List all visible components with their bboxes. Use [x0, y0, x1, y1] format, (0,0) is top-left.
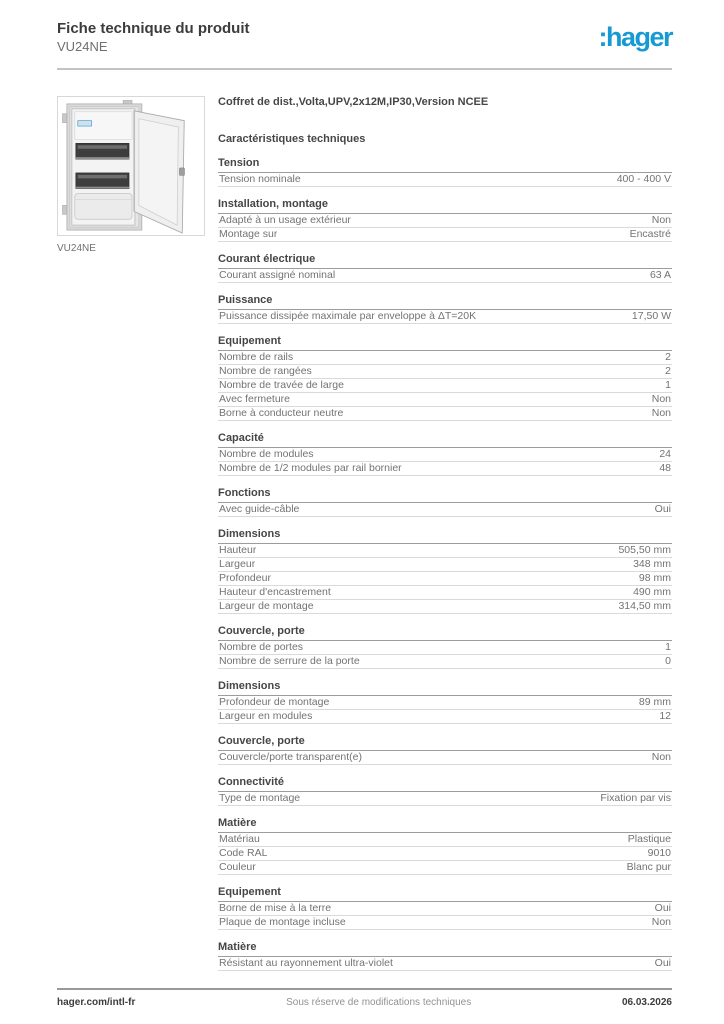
- spec-row: [218, 600, 672, 614]
- spec-label: Tension nominale: [219, 173, 301, 185]
- spec-label: Hauteur d'encastrement: [219, 586, 331, 598]
- spec-row: [218, 503, 672, 517]
- spec-label: Largeur de montage: [219, 600, 314, 612]
- spec-label: Plaque de montage incluse: [219, 916, 346, 928]
- spec-label: Matériau: [219, 833, 260, 845]
- spec-content: [218, 96, 672, 971]
- spec-section: [218, 253, 672, 283]
- spec-value: 24: [659, 448, 671, 460]
- spec-label: Nombre de portes: [219, 641, 304, 653]
- spec-label: Couvercle/porte transparent(e): [219, 751, 362, 763]
- spec-label: Nombre de rangées: [219, 365, 312, 377]
- spec-label: Type de montage: [219, 792, 301, 804]
- spec-row: [218, 407, 672, 421]
- spec-value: Fixation par vis: [600, 792, 671, 804]
- section-rows: [218, 641, 672, 669]
- spec-value: 314,50 mm: [618, 600, 671, 612]
- spec-section: [218, 335, 672, 421]
- spec-section: [218, 528, 672, 614]
- section-rows: [218, 269, 672, 283]
- spec-value: Oui: [654, 902, 671, 914]
- section-title: Equipement: [218, 886, 672, 902]
- spec-section: [218, 294, 672, 324]
- spec-row: [218, 379, 672, 393]
- section-title: Puissance: [218, 294, 672, 310]
- section-title: Matière: [218, 817, 672, 833]
- spec-value: Non: [651, 393, 671, 405]
- spec-row: [218, 710, 672, 724]
- section-rows: [218, 173, 672, 187]
- spec-value: Non: [651, 214, 671, 226]
- enclosure-illustration: [58, 97, 204, 235]
- spec-value: Plastique: [627, 833, 671, 845]
- spec-row: [218, 586, 672, 600]
- spec-label: Largeur: [219, 558, 256, 570]
- spec-label: Avec guide-câble: [219, 503, 300, 515]
- spec-value: Blanc pur: [626, 861, 671, 873]
- page-title: Fiche technique du produit: [57, 20, 250, 37]
- product-description: Coffret de dist.,Volta,UPV,2x12M,IP30,Version NCEE: [218, 96, 489, 108]
- section-title: Couvercle, porte: [218, 735, 672, 751]
- spec-label: Borne de mise à la terre: [219, 902, 332, 914]
- spec-section: [218, 886, 672, 930]
- spec-row: [218, 751, 672, 765]
- spec-label: Adapté à un usage extérieur: [219, 214, 351, 226]
- footer-website: hager.com/intl-fr: [57, 997, 136, 1008]
- spec-row: [218, 214, 672, 228]
- spec-row: [218, 916, 672, 930]
- spec-label: Profondeur: [219, 572, 271, 584]
- spec-value: 48: [659, 462, 671, 474]
- spec-row: [218, 173, 672, 187]
- spec-row: [218, 351, 672, 365]
- spec-row: [218, 269, 672, 283]
- spec-row: [218, 902, 672, 916]
- section-rows: [218, 792, 672, 806]
- spec-row: [218, 641, 672, 655]
- section-rows: [218, 957, 672, 971]
- section-title: Equipement: [218, 335, 672, 351]
- section-rows: [218, 214, 672, 242]
- spec-row: [218, 833, 672, 847]
- spec-value: 1: [665, 379, 671, 391]
- spec-row: [218, 847, 672, 861]
- spec-value: 12: [659, 710, 671, 722]
- spec-value: 17,50 W: [631, 310, 671, 322]
- spec-row: [218, 558, 672, 572]
- spec-row: [218, 365, 672, 379]
- section-title: Dimensions: [218, 680, 672, 696]
- spec-row: [218, 861, 672, 875]
- spec-section: [218, 680, 672, 724]
- section-title: Couvercle, porte: [218, 625, 672, 641]
- spec-label: Nombre de modules: [219, 448, 314, 460]
- spec-label: Montage sur: [219, 228, 278, 240]
- spec-value: Non: [651, 407, 671, 419]
- footer-date: 06.03.2026: [621, 997, 672, 1008]
- spec-row: [218, 792, 672, 806]
- spec-row: [218, 310, 672, 324]
- spec-row: [218, 655, 672, 669]
- section-rows: [218, 544, 672, 614]
- section-title: Matière: [218, 941, 672, 957]
- spec-value: Encastré: [629, 228, 671, 240]
- spec-row: [218, 228, 672, 242]
- spec-value: 490 mm: [633, 586, 671, 598]
- footer-disclaimer: Sous réserve de modifications techniques: [286, 997, 472, 1008]
- spec-row: [218, 957, 672, 971]
- spec-label: Nombre de 1/2 modules par rail bornier: [219, 462, 402, 474]
- spec-section: [218, 157, 672, 187]
- spec-value: 505,50 mm: [618, 544, 671, 556]
- spec-section: [218, 198, 672, 242]
- spec-label: Puissance dissipée maximale par enveloppe à ΔT=20K: [219, 310, 477, 322]
- spec-label: Nombre de serrure de la porte: [219, 655, 360, 667]
- spec-label: Largeur en modules: [219, 710, 313, 722]
- product-image-caption: VU24NE: [57, 243, 96, 254]
- spec-value: 0: [665, 655, 671, 667]
- spec-label: Hauteur: [219, 544, 257, 556]
- section-title: Installation, montage: [218, 198, 672, 214]
- section-rows: [218, 448, 672, 476]
- page-header: [57, 20, 672, 70]
- spec-value: 89 mm: [638, 696, 671, 708]
- spec-value: Oui: [654, 957, 671, 969]
- spec-label: Nombre de rails: [219, 351, 294, 363]
- spec-value: Non: [651, 751, 671, 763]
- spec-section: [218, 432, 672, 476]
- section-rows: [218, 310, 672, 324]
- spec-row: [218, 544, 672, 558]
- product-figure: [57, 96, 205, 254]
- section-rows: [218, 902, 672, 930]
- spec-section: [218, 941, 672, 971]
- spec-value: 2: [665, 365, 671, 377]
- spec-value: Oui: [654, 503, 671, 515]
- spec-label: Code RAL: [219, 847, 268, 859]
- page-footer: [57, 988, 672, 1024]
- spec-row: [218, 393, 672, 407]
- section-title: Tension: [218, 157, 672, 173]
- spec-sections: [218, 157, 672, 971]
- spec-value: Non: [651, 916, 671, 928]
- spec-label: Avec fermeture: [219, 393, 291, 405]
- section-rows: [218, 503, 672, 517]
- spec-row: [218, 448, 672, 462]
- spec-value: 63 A: [649, 269, 671, 281]
- spec-label: Borne à conducteur neutre: [219, 407, 344, 419]
- spec-section: [218, 735, 672, 765]
- spec-value: 400 - 400 V: [616, 173, 671, 185]
- product-image: [57, 96, 205, 236]
- main-content: [57, 96, 672, 988]
- spec-label: Résistant au rayonnement ultra-violet: [219, 957, 393, 969]
- section-title: Dimensions: [218, 528, 672, 544]
- section-rows: [218, 833, 672, 875]
- section-rows: [218, 351, 672, 421]
- section-title: Connectivité: [218, 776, 672, 792]
- spec-value: 1: [665, 641, 671, 653]
- spec-value: 9010: [647, 847, 671, 859]
- section-title: Fonctions: [218, 487, 672, 503]
- spec-label: Couleur: [219, 861, 256, 873]
- section-title: Capacité: [218, 432, 672, 448]
- spec-row: [218, 462, 672, 476]
- spec-section: [218, 487, 672, 517]
- spec-row: [218, 572, 672, 586]
- hager-logo: :hager: [598, 22, 672, 52]
- spec-value: 98 mm: [638, 572, 671, 584]
- section-title: Courant électrique: [218, 253, 672, 269]
- spec-section: [218, 776, 672, 806]
- spec-label: Profondeur de montage: [219, 696, 330, 708]
- section-rows: [218, 751, 672, 765]
- header-text-block: [57, 20, 250, 55]
- spec-value: 348 mm: [633, 558, 671, 570]
- section-rows: [218, 696, 672, 724]
- spec-section: [218, 817, 672, 875]
- product-code: VU24NE: [57, 39, 108, 54]
- specs-heading: Caractéristiques techniques: [218, 133, 366, 145]
- spec-row: [218, 696, 672, 710]
- spec-label: Courant assigné nominal: [219, 269, 336, 281]
- spec-section: [218, 625, 672, 669]
- spec-label: Nombre de travée de large: [219, 379, 344, 391]
- spec-value: 2: [665, 351, 671, 363]
